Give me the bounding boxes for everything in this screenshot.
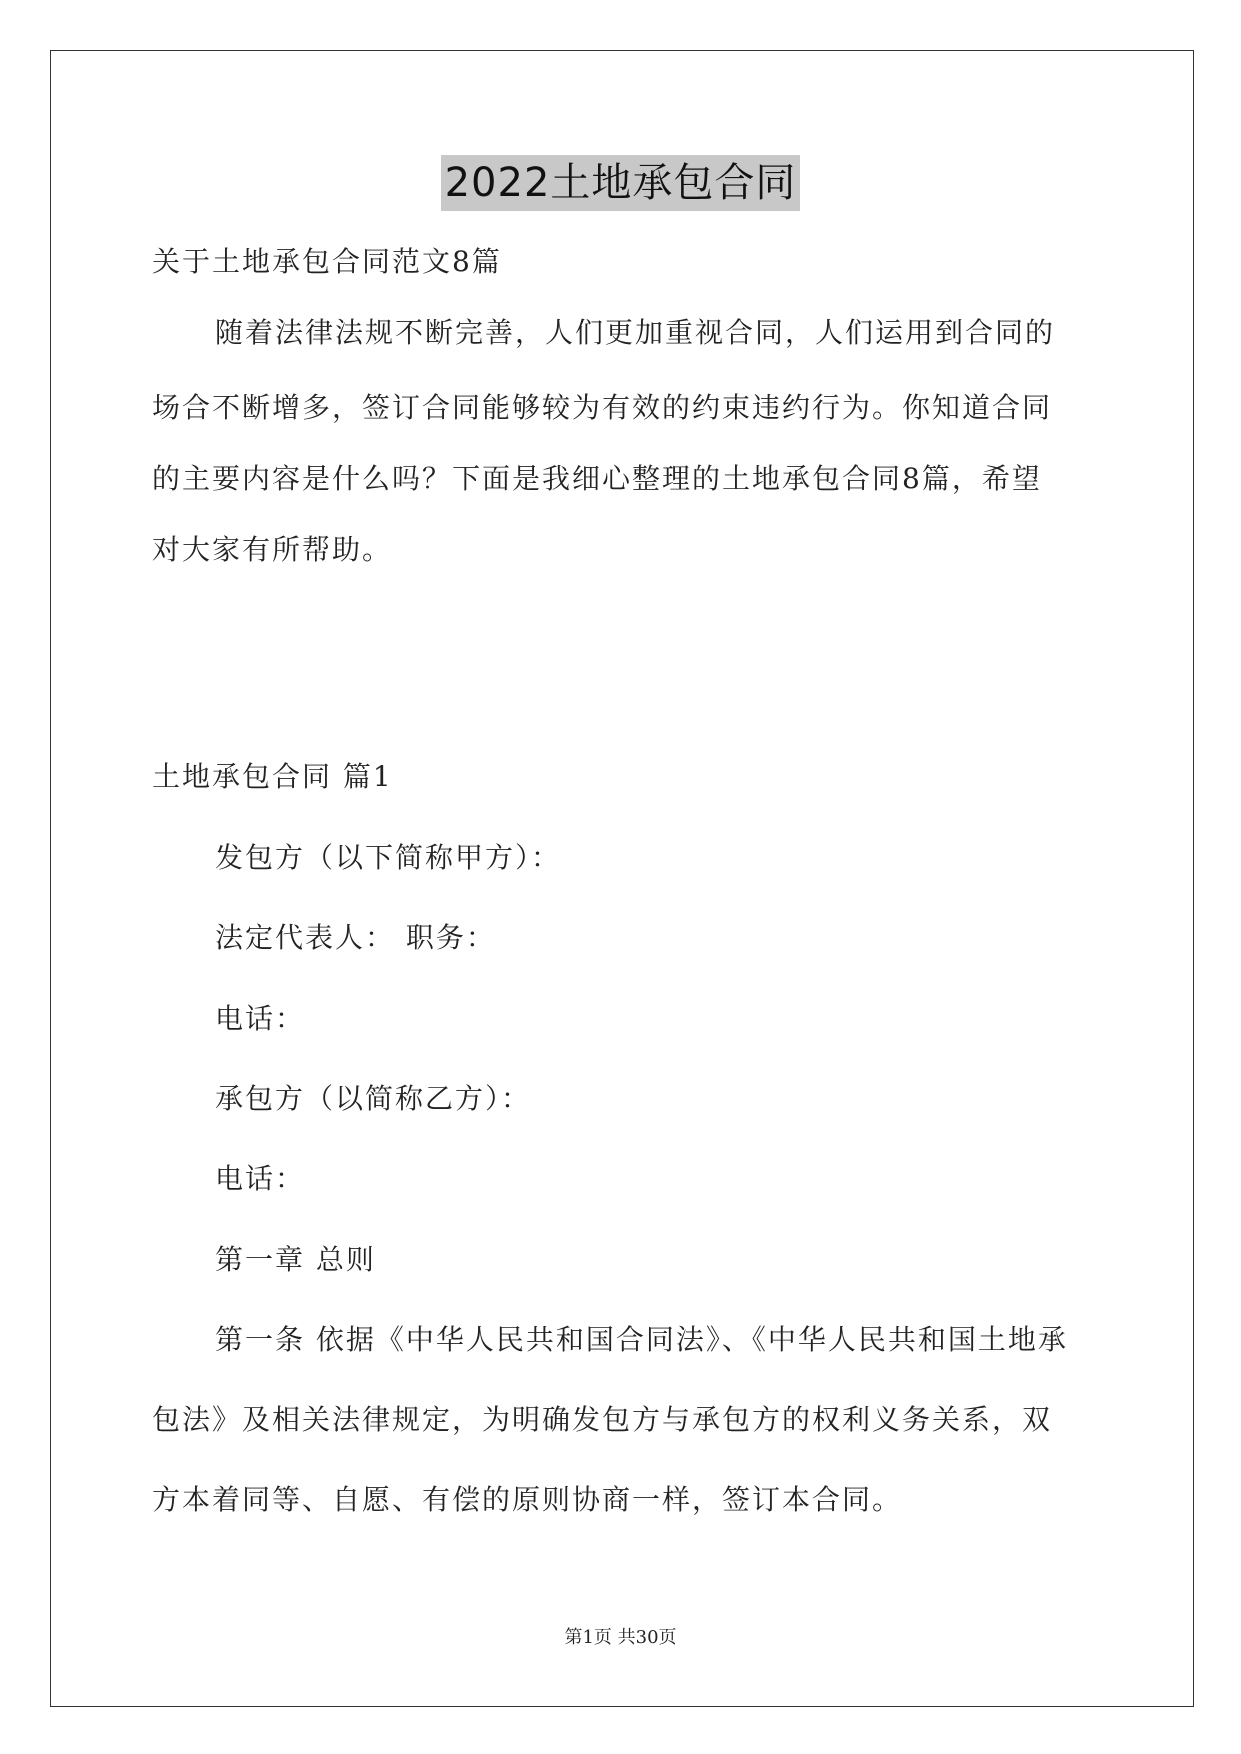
title-container	[0, 155, 1241, 211]
party-b-field: 承包方（以简称乙方）：	[215, 1082, 532, 1115]
intro-line: 随着法律法规不断完善，人们更加重视合同，人们运用到合同的	[215, 316, 1056, 349]
section-heading: 土地承包合同 篇1	[152, 760, 393, 793]
page-border	[50, 50, 1194, 1707]
phone-b-field: 电话：	[215, 1162, 306, 1195]
phone-a-field: 电话：	[215, 1002, 306, 1035]
intro-line: 的主要内容是什么吗？下面是我细心整理的土地承包合同8篇，希望	[152, 462, 1042, 495]
article-line: 第一条 依据《中华人民共和国合同法》、《中华人民共和国土地承	[215, 1323, 1068, 1356]
legal-rep-field: 法定代表人： 职务：	[215, 921, 496, 954]
chapter-heading: 第一章 总则	[215, 1243, 376, 1276]
intro-line: 对大家有所帮助。	[152, 533, 393, 566]
party-a-field: 发包方（以下简称甲方）：	[215, 841, 562, 874]
article-line: 方本着同等、自愿、有偿的原则协商一样，签订本合同。	[152, 1483, 903, 1516]
intro-line: 场合不断增多，签订合同能够较为有效的约束违约行为。你知道合同	[152, 391, 1053, 424]
article-line: 包法》及相关法律规定，为明确发包方与承包方的权利义务关系，双	[152, 1403, 1053, 1436]
document-title: 2022土地承包合同	[441, 155, 801, 211]
page-number-footer: 第1页 共30页	[564, 1627, 677, 1648]
document-subtitle: 关于土地承包合同范文8篇	[152, 245, 502, 278]
